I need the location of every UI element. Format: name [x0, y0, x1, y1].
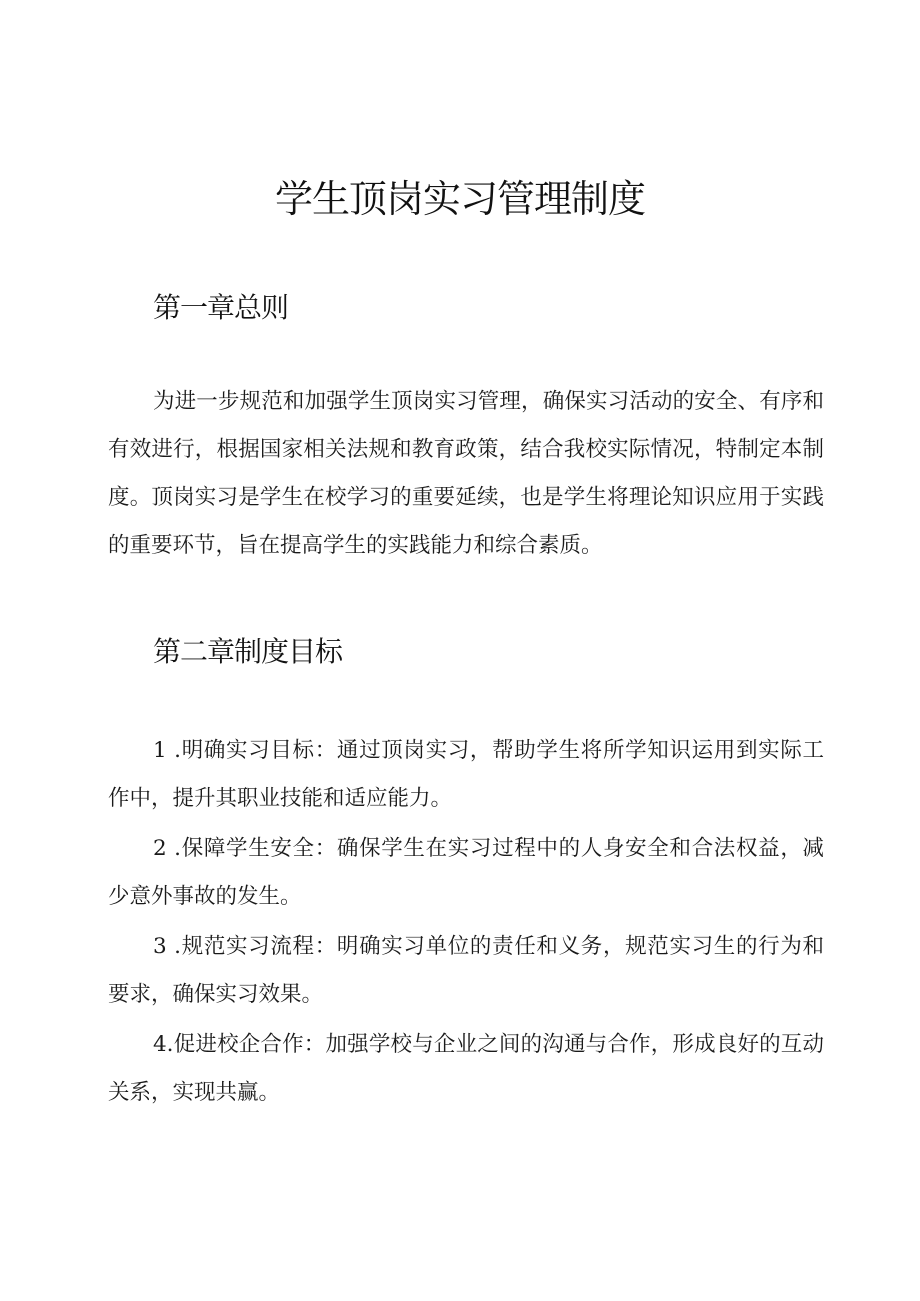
document-title: 学生顶岗实习管理制度	[274, 177, 645, 221]
list-item	[108, 727, 824, 823]
list-item-number: 2 .	[153, 836, 182, 861]
chapter-1-heading: 第一章总则	[153, 291, 289, 324]
chapter-1-paragraph: 为进一步规范和加强学生顶岗实习管理，确保实习活动的安全、有序和有效进行，根据国家相关法规和教育政策，结合我校实际情况，特制定本制度。顶岗实习是学生在校学习的重要延续，也是学生将理论知识应用于实践的重要环节，旨在提高学生的实践能力和综合素质。	[108, 389, 824, 558]
list-item-number: 4.	[153, 1032, 174, 1057]
list-item-number: 3 .	[153, 934, 182, 959]
list-item-number: 1 .	[153, 738, 182, 763]
list-item-text: 促进校企合作：加强学校与企业之间的沟通与合作，形成良好的互动关系，实现共赢。	[108, 1032, 824, 1105]
list-item	[108, 1021, 824, 1117]
list-item-text: 保障学生安全：确保学生在实习过程中的人身安全和合法权益，减少意外事故的发生。	[108, 836, 824, 909]
list-item	[108, 923, 824, 1019]
chapter-2-heading: 第二章制度目标	[153, 635, 343, 668]
list-item-text: 明确实习目标：通过顶岗实习，帮助学生将所学知识运用到实际工作中，提升其职业技能和适应能力。	[108, 738, 824, 811]
list-item	[108, 825, 824, 921]
list-item-text: 规范实习流程：明确实习单位的责任和义务，规范实习生的行为和要求，确保实习效果。	[108, 934, 824, 1007]
